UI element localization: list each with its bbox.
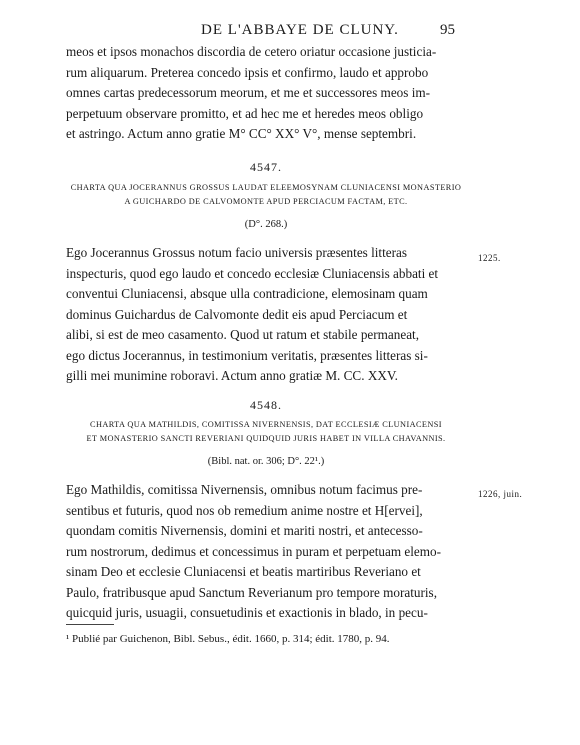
text-line: dominus Guichardus de Calvomonte dedit eis apud Perciacum et	[66, 306, 408, 322]
text-line: et astringo. Actum anno gratie M° CC° XX° V°, mense septembri.	[66, 126, 417, 141]
text-line: sinam Deo et ecclesie Cluniacensi et beatis martiribus Reveriano et	[66, 564, 421, 579]
text-line: ego dictus Jocerannus, in testimonium veritatis, præsentes litteras si-	[66, 347, 428, 363]
charter-number: 4547.	[250, 160, 282, 174]
text-line: quicquid juris, usuagii, consuetudinis et exactionis in blado, in pecu-	[66, 605, 428, 620]
charter-text	[66, 243, 466, 387]
text-line: Ego Mathildis, comitissa Nivernensis, omnibus notum facimus pre-	[66, 482, 423, 497]
caption-line: CHARTA QUA JOCERANNUS GROSSUS LAUDAT ELEEMOSYNAM CLUNIACENSI MONASTERIO	[70, 183, 462, 192]
running-header: DE L'ABBAYE DE CLUNY.	[201, 22, 399, 38]
footnote: ¹ Publié par Guichenon, Bibl. Sebus., édit. 1660, p. 314; édit. 1780, p. 94.	[66, 633, 390, 645]
charter-caption	[66, 181, 466, 209]
charter-date: 1226, juin.	[478, 489, 523, 499]
text-line: conventui Cluniacensi, absque ulla contradicione, elemosinam quam	[66, 286, 428, 301]
text-line: gilli mei munimine roboravi. Actum anno gratiæ M. CC. XXV.	[66, 368, 398, 383]
text-line: sentibus et futuris, quod nos ob remedium anime nostre et H[ervei],	[66, 502, 423, 518]
charter-caption	[66, 418, 466, 446]
text-line: rum nostrorum, dedimus et concessimus in puram et perpetuam elemo-	[66, 543, 442, 559]
caption-line: CHARTA QUA MATHILDIS, COMITISSA NIVERNENSIS, DAT ECCLESIÆ CLUNIACENSI	[90, 420, 442, 429]
charter-number: 4548.	[250, 398, 282, 412]
footnote-divider	[66, 624, 114, 625]
charter-date: 1225.	[478, 253, 501, 263]
text-line: quondam comitis Nivernensis, domini et mariti nostri, et antecesso-	[66, 523, 423, 538]
charter-text	[66, 480, 466, 624]
text-line: meos et ipsos monachos discordia de cetero oriatur occasione justicia-	[66, 44, 437, 59]
caption-line: A GUICHARDO DE CALVOMONTE APUD PERCIACUM FACTAM, ETC.	[124, 197, 408, 206]
charter-reference: (D°. 268.)	[244, 219, 288, 230]
text-line: Ego Jocerannus Grossus notum facio universis præsentes litteras	[66, 245, 407, 260]
text-line: inspecturis, quod ego laudo et concedo ecclesiæ Cluniacensis abbati et	[66, 265, 439, 281]
text-line: alibi, si est de meo casamento. Quod ut ratum et stabile permaneat,	[66, 327, 420, 342]
caption-line: ET MONASTERIO SANCTI REVERIANI QUIDQUID JURIS HABET IN VILLA CHAVANNIS.	[86, 434, 446, 443]
continuation-paragraph	[66, 42, 466, 145]
text-line: Paulo, fratribusque apud Sanctum Reverianum pro tempore moraturis,	[66, 584, 437, 600]
text-line: omnes cartas predecessorum meorum, et me et successores meos im-	[66, 85, 431, 100]
text-line: rum aliquarum. Preterea concedo ipsis et confirmo, laudo et approbo	[66, 64, 429, 80]
charter-reference: (Bibl. nat. or. 306; D°. 22¹.)	[207, 456, 325, 467]
text-line: perpetuum observare promitto, et ad hec me et heredes meos obligo	[66, 105, 424, 121]
page-number: 95	[440, 22, 455, 38]
